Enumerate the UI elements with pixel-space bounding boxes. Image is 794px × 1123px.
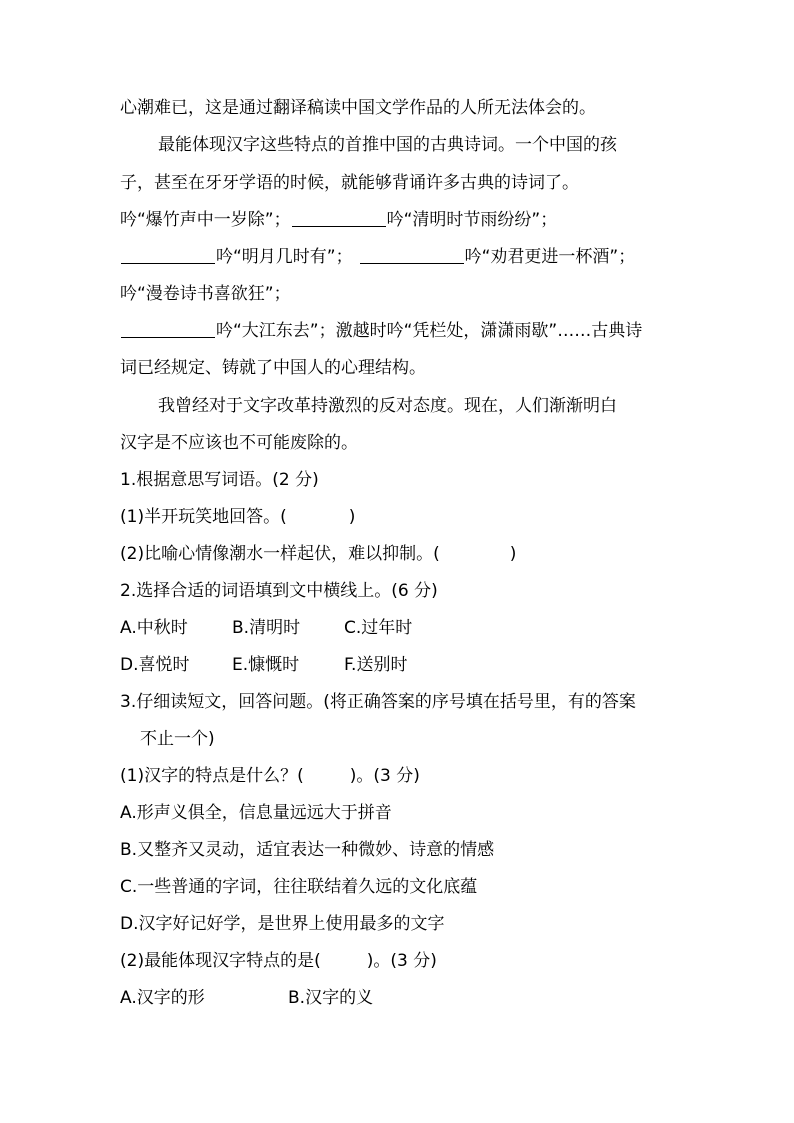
question-3-title: 3.仔细读短文，回答问题。(将正确答案的序号填在括号里，有的答案 <box>120 692 636 712</box>
passage-text: 吟“明月几时有”； <box>216 247 353 267</box>
question-1-title: 1.根据意思写词语。(2 分) <box>120 470 319 490</box>
option: F.送别时 <box>344 655 408 675</box>
passage-text: 吟“爆竹声中一岁除”； <box>120 210 291 230</box>
question-3-sub <box>120 765 420 787</box>
fill-blank[interactable] <box>360 262 464 264</box>
question-text: (1)汉字的特点是什么？( <box>120 766 304 786</box>
passage-line: 词已经规定、铸就了中国人的心理结构。 <box>120 358 426 378</box>
option: C.一些普通的字词，往往联结着久远的文化底蕴 <box>120 877 478 897</box>
question-text: (1)半开玩笑地回答。( <box>120 507 287 527</box>
bracket-close: ) <box>348 507 356 527</box>
passage-line: 心潮难已，这是通过翻译稿读中国文学作品的人所无法体会的。 <box>120 98 596 118</box>
passage-line: 我曾经对于文字改革持激烈的反对态度。现在，人们渐渐明白 <box>158 396 617 416</box>
question-text: )。(3 分) <box>349 766 420 786</box>
question-1-item <box>120 506 355 528</box>
question-3-title: 不止一个) <box>140 729 215 749</box>
option: A.中秋时 <box>120 618 188 638</box>
option: E.慷慨时 <box>232 655 300 675</box>
option: A.形声义俱全，信息量远远大于拼音 <box>120 803 392 823</box>
passage-line: 最能体现汉字这些特点的首推中国的古典诗词。一个中国的孩 <box>158 135 617 155</box>
bracket-close: ) <box>509 544 517 564</box>
passage-line <box>120 209 557 231</box>
passage-text: 吟“清明时节雨纷纷”； <box>386 210 558 230</box>
question-text: )。(3 分) <box>366 951 437 971</box>
passage-line <box>120 246 635 268</box>
option: A.汉字的形 <box>120 988 205 1008</box>
passage-line <box>120 320 642 342</box>
option: D.汉字好记好学，是世界上使用最多的文字 <box>120 914 445 934</box>
question-2-title: 2.选择合适的词语填到文中横线上。(6 分) <box>120 581 438 601</box>
passage-text: 吟“大江东去”；激越时吟“凭栏处，潇潇雨歇”……古典诗 <box>216 321 643 341</box>
question-text: (2)比喻心情像潮水一样起伏，难以抑制。( <box>120 544 440 564</box>
passage-text: 吟“劝君更进一杯酒”； <box>464 247 636 267</box>
fill-blank[interactable] <box>121 262 215 264</box>
option: B.清明时 <box>232 618 301 638</box>
question-3-sub <box>120 950 437 972</box>
passage-line: 子，甚至在牙牙学语的时候，就能够背诵许多古典的诗词了。 <box>120 173 579 193</box>
fill-blank[interactable] <box>292 225 386 227</box>
passage-line: 汉字是不应该也不可能废除的。 <box>120 433 358 453</box>
question-1-item <box>120 543 516 565</box>
option: D.喜悦时 <box>120 655 190 675</box>
option: B.又整齐又灵动，适宜表达一种微妙、诗意的情感 <box>120 840 495 860</box>
option: C.过年时 <box>344 618 413 638</box>
passage-line: 吟“漫卷诗书喜欲狂”； <box>120 284 291 304</box>
option: B.汉字的义 <box>288 988 374 1008</box>
fill-blank[interactable] <box>121 336 215 338</box>
question-text: (2)最能体现汉字特点的是( <box>120 951 321 971</box>
